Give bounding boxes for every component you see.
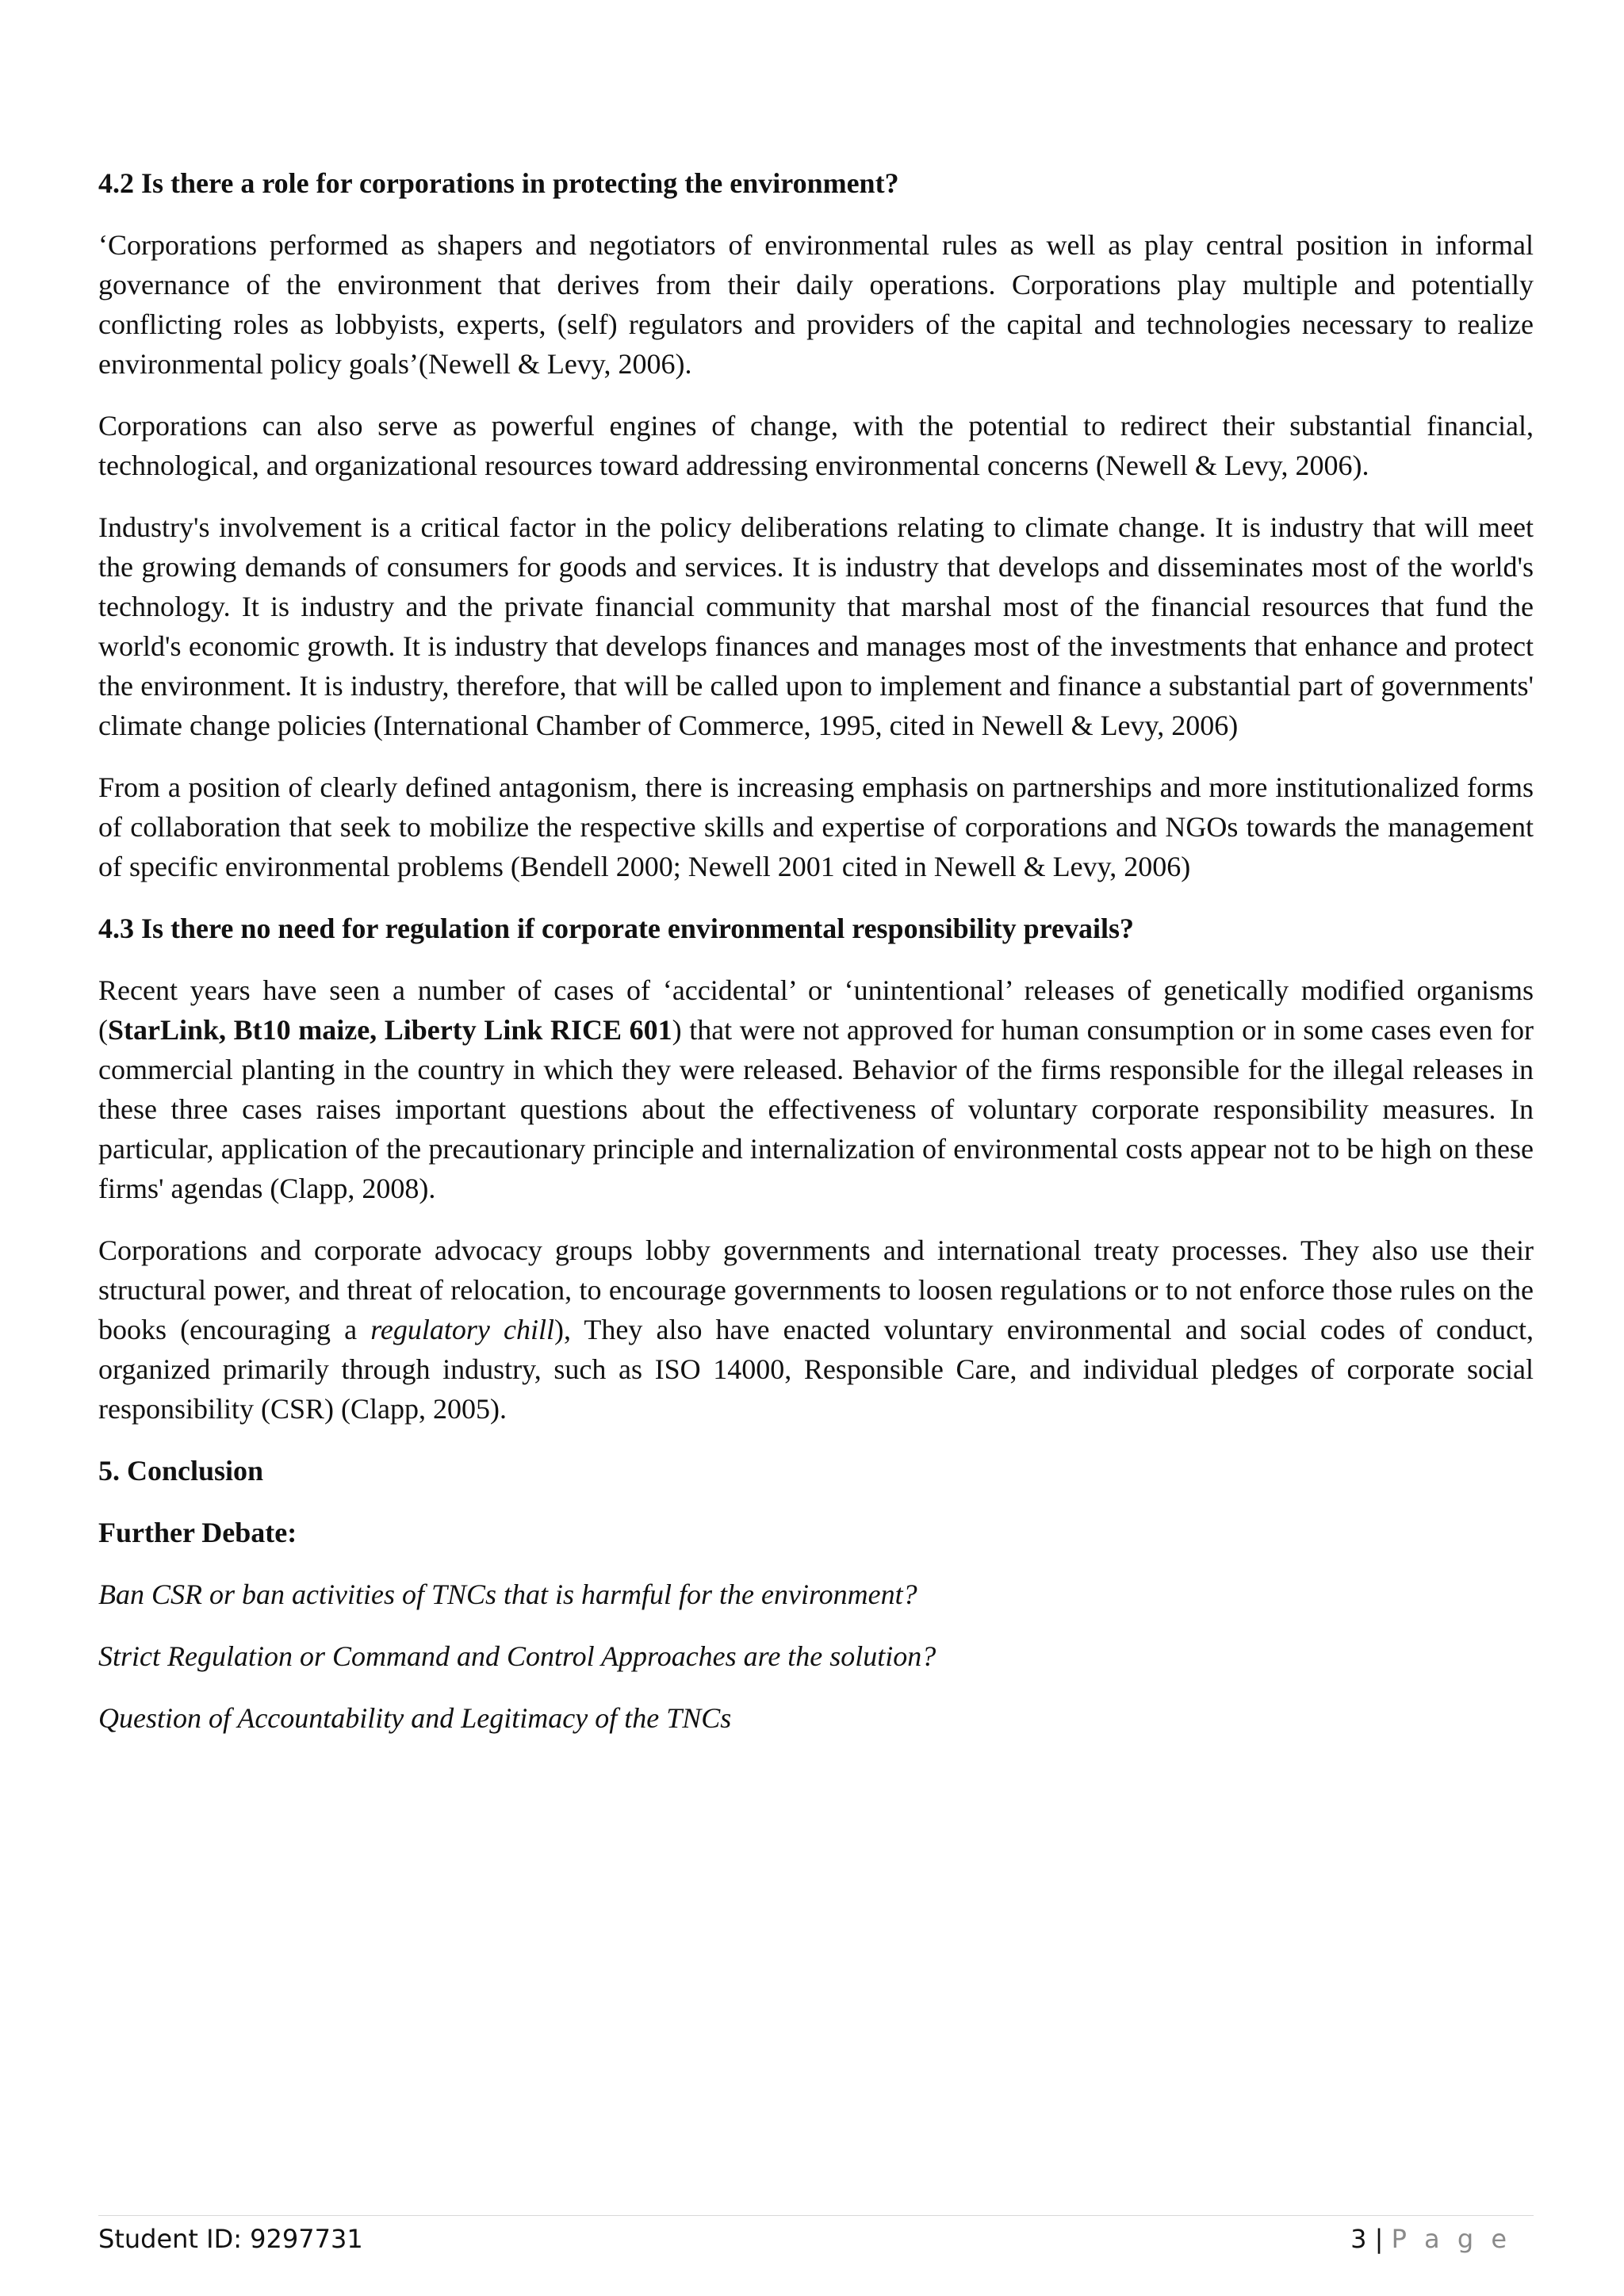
gmo-cases-bold: StarLink, Bt10 maize, Liberty Link RICE 601 (108, 1014, 672, 1046)
page-footer (98, 2221, 1534, 2256)
footer-divider (98, 2215, 1534, 2216)
page-word: P a g e (1391, 2224, 1511, 2254)
paragraph-4-2-4: From a position of clearly defined antagonism, there is increasing emphasis on partnerships and more institutionalized forms of collaboration that seek to mobilize the respective skills and expertise of corporations and NGOs towards the management of specific environmental problems (Bendell 2000; Newell 2001 cited in Newell & Levy, 2006) (98, 771, 1534, 882)
paragraph-4-3-1-end: ) that were not approved for human consumption or in some cases even for commercial planting in the country in which they were released. Behavior of the firms responsible for the illegal releases in these three cases raises important questions about the effectiveness of voluntary corporate responsibility measures. In particular, application of the precautionary principle and internalization of environmental costs appear not to be high on these firms' agendas (Clapp, 2008). (98, 1014, 1534, 1204)
student-id: Student ID: 9297731 (98, 2224, 363, 2254)
paragraph-4-3-2 (98, 1230, 1534, 1429)
page-number: 3 (1350, 2224, 1367, 2254)
page-separator: | (1374, 2224, 1384, 2254)
paragraph-4-3-1 (98, 970, 1534, 1208)
page-content (98, 163, 1534, 1760)
paragraph-4-3-2-start: Corporations and corporate advocacy groups lobby governments and international treaty processes. They also use their structural power, and threat of relocation, to encourage governments to loosen regulations or to not enforce those rules on the books (encouraging a (98, 1234, 1534, 1345)
heading-4-3: 4.3 Is there no need for regulation if corporate environmental responsibility prevails? (98, 913, 1134, 944)
paragraph-4-2-2: Corporations can also serve as powerful engines of change, with the potential to redirect their substantial financial, technological, and organizational resources toward addressing environmental concerns (Newell & Levy, 2006). (98, 410, 1534, 481)
heading-further-debate: Further Debate: (98, 1517, 297, 1548)
paragraph-4-3-1-start: Recent years have seen a number of cases of ‘accidental’ or ‘unintentional’ releases of genetically modified organisms ( (98, 974, 1534, 1046)
debate-question-2: Strict Regulation or Command and Control Approaches are the solution? (98, 1640, 936, 1672)
regulatory-chill-italic: regulatory chill (370, 1314, 554, 1345)
heading-conclusion: 5. Conclusion (98, 1455, 264, 1487)
debate-question-3: Question of Accountability and Legitimacy of the TNCs (98, 1702, 732, 1734)
paragraph-4-2-3: Industry's involvement is a critical factor in the policy deliberations relating to climate change. It is industry that will meet the growing demands of consumers for goods and services. It is industry that develops and disseminates most of the world's technology. It is industry and the private financial community that marshal most of the financial resources that fund the world's economic growth. It is industry that develops finances and manages most of the investments that enhance and protect the environment. It is industry, therefore, that will be called upon to implement and finance a substantial part of governments' climate change policies (International Chamber of Commerce, 1995, cited in Newell & Levy, 2006) (98, 511, 1534, 741)
paragraph-4-3-2-end: ), They also have enacted voluntary environmental and social codes of conduct, organized primarily through industry, such as ISO 14000, Responsible Care, and individual pledges of corporate social responsibility (CSR) (Clapp, 2005). (98, 1314, 1534, 1425)
page-indicator (1350, 2221, 1511, 2256)
debate-question-1: Ban CSR or ban activities of TNCs that is harmful for the environment? (98, 1578, 917, 1610)
paragraph-4-2-1: ‘Corporations performed as shapers and negotiators of environmental rules as well as play central position in informal governance of the environment that derives from their daily operations. Corporations play multiple and potentially conflicting roles as lobbyists, experts, (self) regulators and providers of the capital and technologies necessary to realize environmental policy goals’(Newell & Levy, 2006). (98, 229, 1534, 380)
heading-4-2: 4.2 Is there a role for corporations in protecting the environment? (98, 167, 899, 199)
